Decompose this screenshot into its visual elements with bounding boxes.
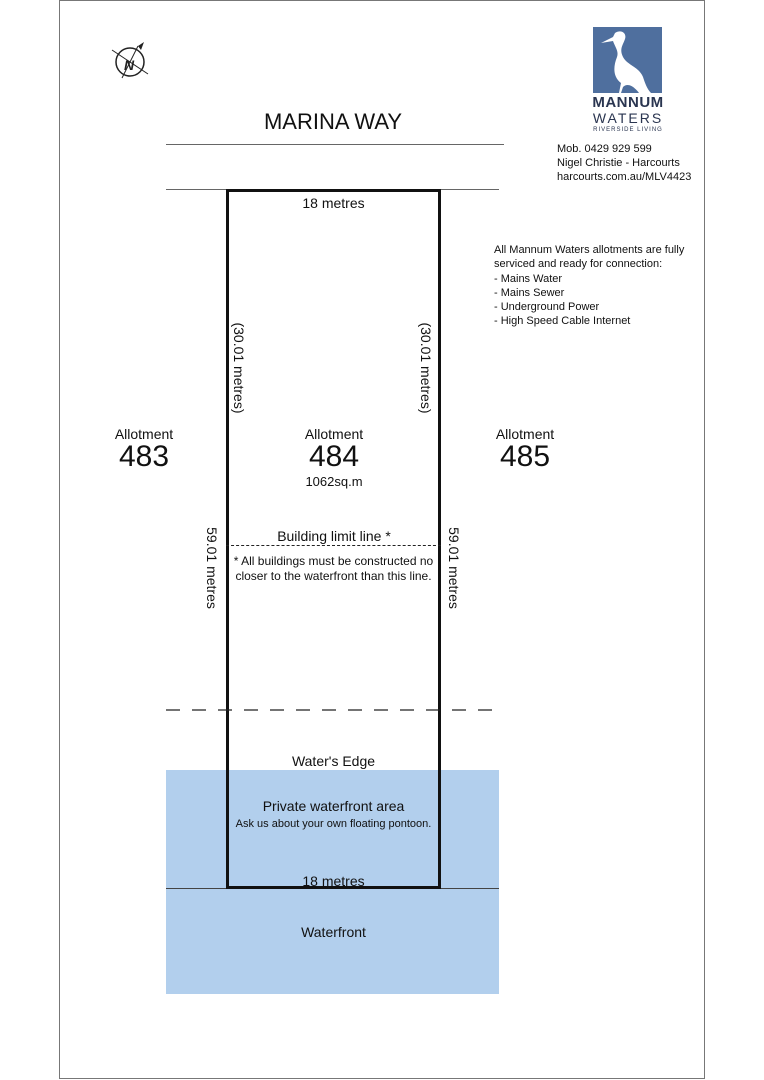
heron-icon [593, 27, 662, 93]
lot-484-area: 1062sq.m [305, 474, 363, 489]
compass-north-letter: N [124, 57, 135, 73]
contact-agent: Nigel Christie - Harcourts [557, 157, 680, 169]
waters-edge-label: Water's Edge [291, 753, 376, 769]
lot-484-label: Allotment [304, 426, 364, 442]
bottom-width-label: 18 metres [302, 873, 365, 889]
brand-tagline: RIVERSIDE LIVING [593, 127, 663, 133]
contact-url[interactable]: harcourts.com.au/MLV4423 [557, 171, 692, 183]
upper-right-side-label: (30.01 metres) [418, 322, 434, 414]
lot-483-label: Allotment [114, 426, 174, 442]
services-note [494, 243, 684, 329]
logo-block [593, 27, 662, 93]
road-boundary-line [166, 144, 504, 145]
services-intro-2: serviced and ready for connection: [494, 258, 663, 271]
services-intro-1: All Mannum Waters allotments are fully [494, 244, 685, 256]
contact-mobile: Mob. 0429 929 599 [557, 143, 652, 155]
top-width-label: 18 metres [302, 195, 365, 211]
north-compass-icon [108, 40, 156, 84]
private-waterfront-title: Private waterfront area [262, 798, 405, 814]
building-limit-note-1: * All buildings must be constructed no [233, 554, 434, 568]
lot-485-label: Allotment [495, 426, 555, 442]
left-side-length-label: 59.01 metres [204, 527, 220, 609]
service-item: - Underground Power [494, 301, 600, 314]
private-waterfront-subtitle: Ask us about your own floating pontoon. [235, 818, 432, 830]
service-item: - Mains Sewer [494, 286, 565, 299]
building-limit-line [226, 545, 441, 546]
lot-483-number: 483 [118, 440, 170, 473]
service-item: - Mains Water [494, 272, 563, 285]
building-limit-title: Building limit line * [236, 528, 432, 544]
lot-484-number: 484 [308, 440, 360, 473]
waterfront-label: Waterfront [301, 924, 366, 940]
upper-left-side-label: (30.01 metres) [231, 322, 247, 414]
brand-name-bottom: WATERS [592, 110, 664, 126]
building-limit-note-2: closer to the waterfront than this line. [235, 569, 432, 583]
street-name: MARINA WAY [263, 109, 403, 134]
lot-485-number: 485 [499, 440, 551, 473]
service-item: - High Speed Cable Internet [494, 315, 631, 328]
brand-name-top: MANNUM [592, 94, 664, 111]
right-side-length-label: 59.01 metres [446, 527, 462, 609]
water-edge-dashed-line [166, 705, 500, 715]
